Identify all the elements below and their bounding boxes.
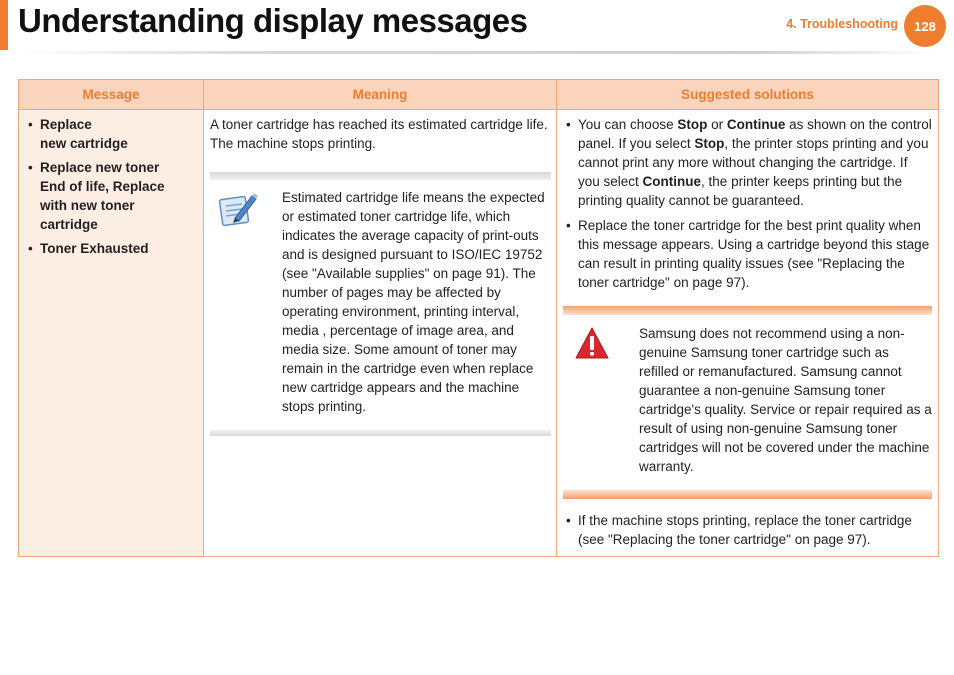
list-item: • Replace new toner End of life, Replace with new toner cartridge [28,160,165,232]
accent-bar [0,0,8,50]
stop-keyword: Stop [677,117,708,132]
column-header-solutions: Suggested solutions [557,80,939,110]
message-list [25,115,197,258]
solutions-list [563,115,932,292]
page-number-badge: 128 [904,5,946,47]
page-title: Understanding display messages [18,2,528,39]
warning-box [563,306,932,499]
section-label: 4. Troubleshooting [786,17,898,31]
list-item: • Toner Exhausted [28,241,149,256]
list-item: • Replace the toner cartridge for the best print quality when this message appears. Using a cartridge beyond this stage can result in printing quality issues (see "Replacing the toner cartridge" on page 97). [566,218,930,290]
title-divider [18,51,938,54]
continue-keyword: Continue [642,174,702,189]
column-header-meaning: Meaning [204,80,557,110]
display-messages-table [18,79,939,557]
message-text: Toner Exhausted [40,241,149,256]
list-item: • Replace new cartridge [28,117,128,151]
column-header-message: Message [19,80,204,110]
meaning-text: A toner cartridge has reached its estimated cartridge life. The machine stops printing. [210,117,548,151]
message-text: Replace new cartridge [40,117,128,151]
continue-keyword: Continue [726,117,786,132]
note-box [210,172,551,436]
solutions-cell [557,110,939,557]
message-cell [19,110,204,557]
warning-text: Samsung does not recommend using a non-genuine Samsung toner cartridge such as refilled or remanufactured. Samsung cannot guarantee a non-genuine Samsung toner cartridge's quality. Service or repair required as a result of using non-genuine Samsung toner cartridges will not be covered under the machine warranty. [639,326,932,474]
table-header-row [19,80,939,110]
list-item: • If the machine stops printing, replace the toner cartridge (see "Replacing the toner cartridge" on page 97). [566,513,912,547]
list-item: • You can choose Stop or Continue as shown on the control panel. If you select Stop, the printer stops printing and you cannot print any more without changing the cartridge. If you select Continue, the printer keeps printing but the printing quality cannot be guaranteed. [566,117,932,208]
stop-keyword: Stop [694,136,725,151]
note-text: Estimated cartridge life means the expected or estimated toner cartridge life, which indicates the average capacity of print-outs and is designed pursuant to ISO/IEC 19752 (see "Available supplies" on page 91). The number of pages may be affected by operating environment, printing interval, media , percentage of image area, and media size. Some amount of toner may remain in the cartridge even when replace new cartridge appears and the machine stops printing. [282,190,545,414]
note-pencil-icon [210,188,282,416]
warning-exclamation-icon [563,324,639,476]
solutions-list-continued [563,511,932,549]
message-text: Replace new toner End of life, Replace with new toner cartridge [40,160,165,232]
table-row [19,110,939,557]
meaning-cell [204,110,557,557]
